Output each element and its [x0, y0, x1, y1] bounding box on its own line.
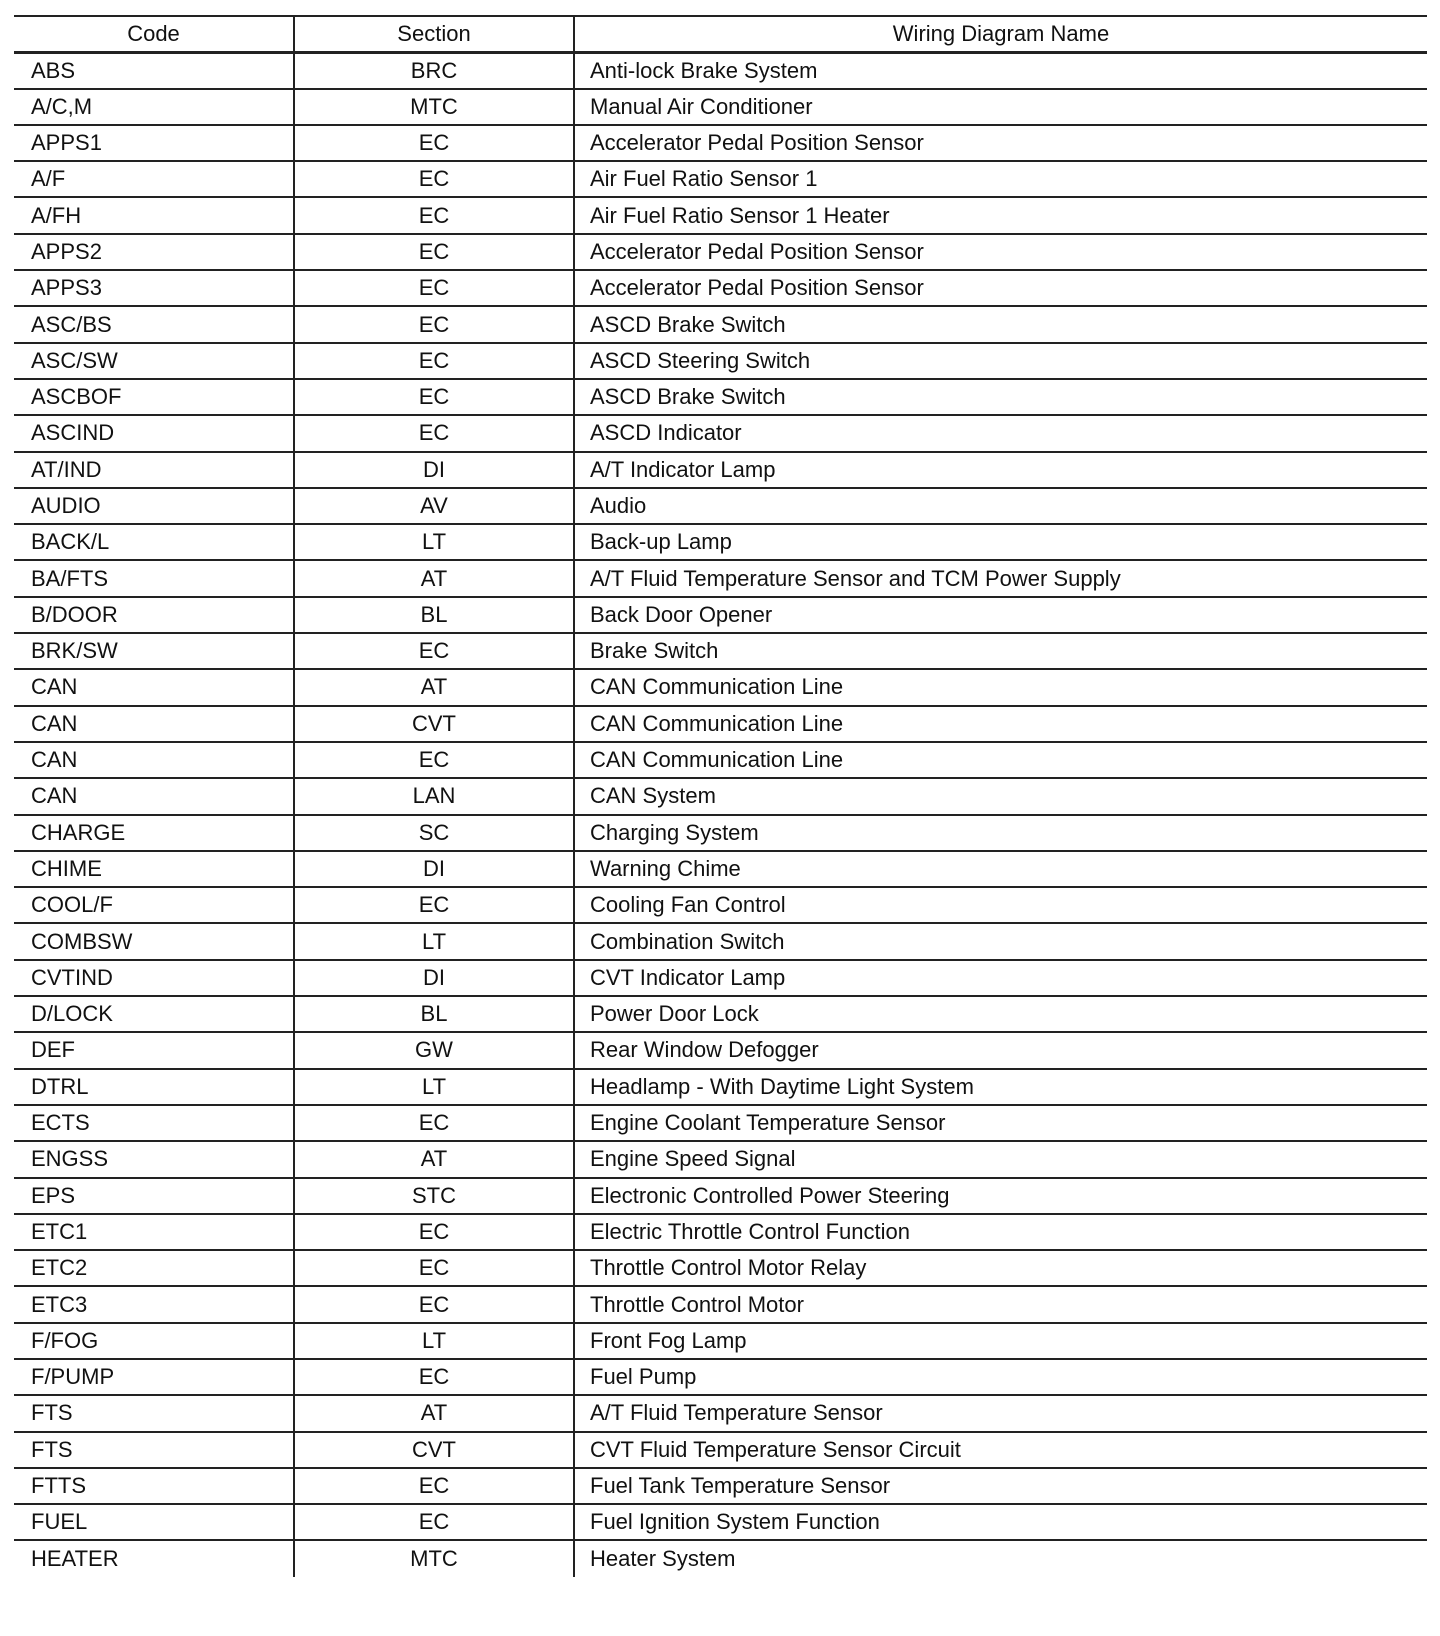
cell-wiring-diagram-name: A/T Fluid Temperature Sensor: [590, 1400, 883, 1426]
table-row: [14, 1468, 1427, 1504]
cell-section: GW: [294, 1032, 574, 1068]
cell-section: EC: [294, 742, 574, 778]
cell-code: A/C,M: [14, 89, 294, 125]
cell-section: CVT: [294, 1432, 574, 1468]
cell-section: EC: [294, 887, 574, 923]
cell-section: LT: [294, 923, 574, 959]
table-row: [14, 778, 1427, 814]
cell-section: BL: [294, 996, 574, 1032]
cell-wiring-diagram-name: Accelerator Pedal Position Sensor: [590, 130, 924, 156]
cell-wiring-diagram-name: Back Door Opener: [590, 601, 773, 627]
cell-wiring-diagram-name: Brake Switch: [590, 638, 719, 664]
table-row: [14, 1395, 1427, 1431]
cell-code: CAN: [14, 706, 294, 742]
cell-section: BRC: [294, 52, 574, 88]
table-row: [14, 161, 1427, 197]
cell-section: AT: [294, 669, 574, 705]
cell-code: A/F: [14, 161, 294, 197]
cell-wiring-diagram-name: Throttle Control Motor Relay: [590, 1255, 867, 1281]
table-row: [14, 1323, 1427, 1359]
table-row: [14, 1032, 1427, 1068]
wiring-diagram-table: [14, 15, 1427, 1577]
table-row: [14, 815, 1427, 851]
cell-code: FTTS: [14, 1468, 294, 1504]
table-row: [14, 560, 1427, 596]
cell-wiring-diagram-name: Charging System: [590, 819, 759, 845]
table-row: [14, 669, 1427, 705]
table-row: [14, 887, 1427, 923]
cell-section: BL: [294, 597, 574, 633]
cell-code: ECTS: [14, 1105, 294, 1141]
cell-code: CAN: [14, 669, 294, 705]
cell-code: CAN: [14, 778, 294, 814]
cell-wiring-diagram-name: CVT Indicator Lamp: [590, 964, 786, 990]
cell-code: ASC/SW: [14, 343, 294, 379]
cell-code: ASCBOF: [14, 379, 294, 415]
table-row: [14, 1359, 1427, 1395]
cell-code: HEATER: [14, 1540, 294, 1576]
cell-section: EC: [294, 125, 574, 161]
cell-code: COMBSW: [14, 923, 294, 959]
cell-code: F/FOG: [14, 1323, 294, 1359]
cell-wiring-diagram-name: Air Fuel Ratio Sensor 1: [590, 166, 818, 192]
table-row: [14, 452, 1427, 488]
cell-section: EC: [294, 234, 574, 270]
table-row: [14, 1432, 1427, 1468]
cell-code: BACK/L: [14, 524, 294, 560]
cell-section: EC: [294, 306, 574, 342]
table-row: [14, 633, 1427, 669]
cell-code: BRK/SW: [14, 633, 294, 669]
cell-wiring-diagram-name: Fuel Tank Temperature Sensor: [590, 1473, 891, 1499]
table-row: [14, 996, 1427, 1032]
header-section: Section: [294, 16, 574, 52]
table-row: [14, 197, 1427, 233]
cell-wiring-diagram-name: Warning Chime: [590, 855, 741, 881]
cell-code: ASC/BS: [14, 306, 294, 342]
cell-code: ETC2: [14, 1250, 294, 1286]
cell-section: EC: [294, 197, 574, 233]
cell-code: FTS: [14, 1432, 294, 1468]
table-row: [14, 1069, 1427, 1105]
cell-wiring-diagram-name: ASCD Indicator: [590, 420, 742, 446]
cell-wiring-diagram-name: ASCD Brake Switch: [590, 384, 786, 410]
cell-wiring-diagram-name: Headlamp - With Daytime Light System: [590, 1073, 974, 1099]
cell-code: CHARGE: [14, 815, 294, 851]
cell-wiring-diagram-name: Throttle Control Motor: [590, 1291, 804, 1317]
table-body: [14, 52, 1427, 1576]
header-code: Code: [14, 16, 294, 52]
cell-section: EC: [294, 1105, 574, 1141]
cell-wiring-diagram-name: Electric Throttle Control Function: [590, 1218, 910, 1244]
cell-section: EC: [294, 379, 574, 415]
cell-wiring-diagram-name: CAN Communication Line: [590, 747, 844, 773]
table-row: [14, 742, 1427, 778]
cell-section: EC: [294, 633, 574, 669]
cell-section: LT: [294, 1323, 574, 1359]
cell-code: APPS1: [14, 125, 294, 161]
cell-section: MTC: [294, 89, 574, 125]
table-row: [14, 1250, 1427, 1286]
table-row: [14, 343, 1427, 379]
table-row: [14, 52, 1427, 88]
table-header: [14, 16, 1427, 52]
cell-wiring-diagram-name: ASCD Brake Switch: [590, 311, 786, 337]
cell-code: APPS2: [14, 234, 294, 270]
table-row: [14, 415, 1427, 451]
cell-code: COOL/F: [14, 887, 294, 923]
table-row: [14, 488, 1427, 524]
table-row: [14, 125, 1427, 161]
cell-wiring-diagram-name: Accelerator Pedal Position Sensor: [590, 275, 924, 301]
cell-code: CAN: [14, 742, 294, 778]
table-row: [14, 306, 1427, 342]
cell-wiring-diagram-name: Cooling Fan Control: [590, 892, 786, 918]
cell-wiring-diagram-name: CAN Communication Line: [590, 674, 844, 700]
table-row: [14, 1214, 1427, 1250]
cell-section: EC: [294, 161, 574, 197]
cell-section: EC: [294, 1214, 574, 1250]
cell-section: CVT: [294, 706, 574, 742]
table-row: [14, 597, 1427, 633]
table-row: [14, 1141, 1427, 1177]
cell-wiring-diagram-name: CAN Communication Line: [590, 710, 844, 736]
cell-wiring-diagram-name: Engine Coolant Temperature Sensor: [590, 1110, 946, 1136]
cell-code: BA/FTS: [14, 560, 294, 596]
cell-wiring-diagram-name: Heater System: [590, 1546, 736, 1572]
cell-section: EC: [294, 1250, 574, 1286]
cell-section: DI: [294, 452, 574, 488]
cell-wiring-diagram-name: Combination Switch: [590, 928, 785, 954]
table-row: [14, 379, 1427, 415]
cell-section: STC: [294, 1178, 574, 1214]
cell-wiring-diagram-name: A/T Indicator Lamp: [590, 456, 776, 482]
cell-code: ETC3: [14, 1286, 294, 1322]
cell-code: D/LOCK: [14, 996, 294, 1032]
cell-wiring-diagram-name: Front Fog Lamp: [590, 1327, 747, 1353]
cell-section: AT: [294, 560, 574, 596]
cell-section: EC: [294, 1504, 574, 1540]
cell-section: AT: [294, 1141, 574, 1177]
cell-wiring-diagram-name: Power Door Lock: [590, 1001, 759, 1027]
cell-section: SC: [294, 815, 574, 851]
cell-section: EC: [294, 415, 574, 451]
table-row: [14, 851, 1427, 887]
cell-wiring-diagram-name: Engine Speed Signal: [590, 1146, 796, 1172]
cell-wiring-diagram-name: CVT Fluid Temperature Sensor Circuit: [590, 1436, 961, 1462]
cell-code: ASCIND: [14, 415, 294, 451]
table-row: [14, 1540, 1427, 1576]
cell-code: CHIME: [14, 851, 294, 887]
cell-section: EC: [294, 1468, 574, 1504]
table-row: [14, 270, 1427, 306]
cell-section: AT: [294, 1395, 574, 1431]
cell-section: EC: [294, 343, 574, 379]
cell-section: EC: [294, 1286, 574, 1322]
cell-wiring-diagram-name: Rear Window Defogger: [590, 1037, 819, 1063]
cell-wiring-diagram-name: Manual Air Conditioner: [590, 93, 813, 119]
cell-code: ETC1: [14, 1214, 294, 1250]
cell-section: LT: [294, 1069, 574, 1105]
cell-code: APPS3: [14, 270, 294, 306]
cell-wiring-diagram-name: CAN System: [590, 783, 716, 809]
table-row: [14, 960, 1427, 996]
table-row: [14, 1504, 1427, 1540]
cell-code: DEF: [14, 1032, 294, 1068]
cell-section: EC: [294, 270, 574, 306]
cell-wiring-diagram-name: Fuel Ignition System Function: [590, 1509, 880, 1535]
cell-code: ABS: [14, 52, 294, 88]
cell-code: DTRL: [14, 1069, 294, 1105]
table-row: [14, 1286, 1427, 1322]
cell-section: LT: [294, 524, 574, 560]
cell-wiring-diagram-name: Fuel Pump: [590, 1364, 697, 1390]
table-row: [14, 524, 1427, 560]
table-row: [14, 1178, 1427, 1214]
cell-code: AUDIO: [14, 488, 294, 524]
cell-section: DI: [294, 960, 574, 996]
header-row: [14, 16, 1427, 52]
table-row: [14, 89, 1427, 125]
table-row: [14, 234, 1427, 270]
cell-code: AT/IND: [14, 452, 294, 488]
cell-code: EPS: [14, 1178, 294, 1214]
cell-section: AV: [294, 488, 574, 524]
cell-code: B/DOOR: [14, 597, 294, 633]
table-row: [14, 706, 1427, 742]
cell-wiring-diagram-name: Anti-lock Brake System: [590, 57, 818, 83]
cell-code: FTS: [14, 1395, 294, 1431]
cell-section: MTC: [294, 1540, 574, 1576]
cell-code: A/FH: [14, 197, 294, 233]
cell-code: FUEL: [14, 1504, 294, 1540]
cell-wiring-diagram-name: A/T Fluid Temperature Sensor and TCM Power Supply: [590, 565, 1121, 591]
cell-wiring-diagram-name: Air Fuel Ratio Sensor 1 Heater: [590, 202, 890, 228]
cell-section: DI: [294, 851, 574, 887]
cell-code: F/PUMP: [14, 1359, 294, 1395]
cell-wiring-diagram-name: Electronic Controlled Power Steering: [590, 1182, 950, 1208]
cell-wiring-diagram-name: Accelerator Pedal Position Sensor: [590, 238, 924, 264]
cell-wiring-diagram-name: ASCD Steering Switch: [590, 347, 811, 373]
cell-wiring-diagram-name: Back-up Lamp: [590, 529, 732, 555]
table-row: [14, 1105, 1427, 1141]
cell-section: EC: [294, 1359, 574, 1395]
header-wiring-diagram-name: Wiring Diagram Name: [892, 20, 1110, 46]
cell-code: ENGSS: [14, 1141, 294, 1177]
cell-wiring-diagram-name: Audio: [590, 493, 647, 518]
cell-section: LAN: [294, 778, 574, 814]
table-row: [14, 923, 1427, 959]
cell-code: CVTIND: [14, 960, 294, 996]
